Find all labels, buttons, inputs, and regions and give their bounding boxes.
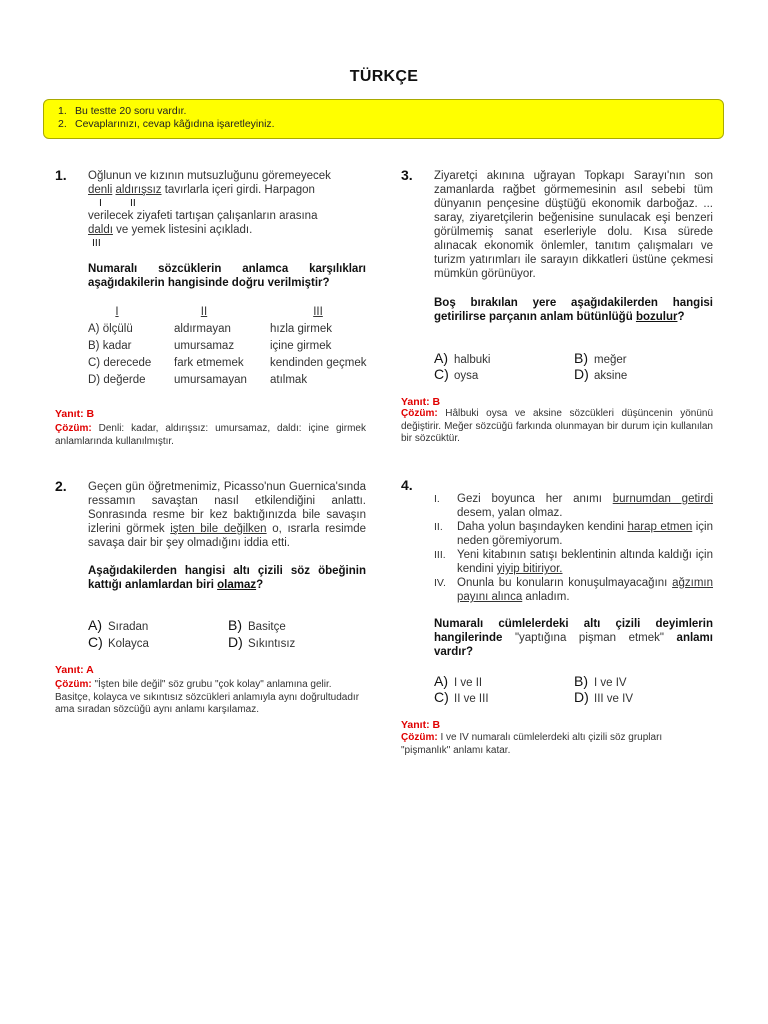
q3-option-d[interactable] [574, 366, 627, 382]
q2-underlined-phrase: işten bile değilken [170, 523, 267, 535]
q1-line3: verilecek ziyafeti tartışan çalışanların arasına [88, 210, 318, 222]
q4-option-a[interactable] [434, 673, 482, 689]
q1-option-row[interactable] [88, 321, 366, 338]
q2-text-part: Geçen gün öğretmenimiz, Picasso'nun Guernica'sında ressamın savaştan nasıl etkilendiğini anlattı. Sonrasında resme bir kez baktığınızda bile savaşın izlerini görmek [88, 481, 366, 535]
q1-cell: C) derecede [88, 357, 152, 369]
q3-text: Ziyaretçi akınına uğrayan Topkapı Sarayı'nın son zamanlarda rağbet görmemesinin asıl sebebi tüm dünyanın pençesine düştüğü ekonomik darboğaz. ... saray, ziyaretçilerin beğenisine sunulacak eşi benzeri görülmemiş sanat eserleriyle dolu. Kısa sürede alınacak ekonomik önlemler, tanıtım çalışmaları ve turizm yatırımları ile sarayın dikkatleri üstüne çekmesi mümkün görünüyor. [434, 170, 713, 280]
question-1 [88, 169, 366, 389]
q1-cell: atılmak [270, 374, 308, 386]
q1-col-header: I [115, 306, 119, 318]
option-letter: C) [88, 634, 103, 650]
q4-item-part: Gezi boyunca her anımı [457, 493, 602, 505]
q2-text [88, 480, 366, 550]
q1-underlined-word-2: aldırışsız [115, 184, 162, 196]
q1-cell: umursamayan [174, 374, 247, 386]
option-text: Kolayca [108, 638, 149, 650]
q1-table-header [88, 304, 366, 321]
option-letter: B) [574, 673, 588, 689]
q2-stem-text: Aşağıdakilerden hangisi altı çizili söz öbeğinin kattığı anlamlardan biri [88, 565, 366, 591]
question-3-number: 3. [401, 167, 413, 183]
q2-stem-underlined: olamaz [217, 579, 257, 591]
option-letter: B) [228, 617, 242, 633]
option-text: oysa [454, 370, 479, 382]
instruction-number: 2. [58, 118, 67, 130]
q2-answer: Yanıt: A [55, 664, 94, 676]
q1-line4 [88, 223, 366, 237]
roman-numeral: IV. [434, 577, 446, 589]
q4-item [434, 576, 713, 604]
option-letter: A) [434, 673, 448, 689]
q3-solution-text: Hâlbuki oysa ve aksine sözcükleri düşüncenin yönünü değiştirir. Meğer sözcüğü farkında olunmayan bir durum için kullanılan bir sözcüktür. [401, 408, 714, 444]
q1-option-row[interactable] [88, 355, 366, 372]
q1-option-row[interactable] [88, 338, 366, 355]
option-letter: B) [574, 350, 588, 366]
q2-solution [55, 679, 366, 717]
q1-cell: D) değerde [88, 374, 146, 386]
q4-solution [401, 732, 713, 757]
q3-option-a[interactable] [434, 350, 490, 366]
q2-option-a[interactable] [88, 617, 148, 633]
q1-cell: kendinden geçmek [270, 357, 367, 369]
question-4 [434, 492, 713, 659]
q4-option-b[interactable] [574, 673, 627, 689]
page-title: TÜRKÇE [349, 68, 419, 85]
q1-cell: aldırmayan [174, 323, 231, 335]
option-text: Sıradan [108, 621, 149, 633]
instruction-item [58, 105, 723, 118]
instructions-box [43, 99, 724, 139]
q1-line2-rest: tavırlarla içeri girdi. Harpagon [164, 184, 315, 196]
q4-idiom: ağzımın payını alınca [457, 577, 713, 603]
q4-item [434, 492, 713, 520]
q4-stem-text: Numaralı cümlelerdeki altı çizili deyimlerin hangilerinde [434, 618, 713, 644]
q1-solution-text: Denli: kadar, aldırışsız: umursamaz, daldı: içine girmek anlamlarında kullanılmıştır. [55, 423, 366, 447]
q4-idiom: yiyip bitiriyor. [496, 563, 563, 575]
instruction-item [58, 118, 723, 131]
q4-option-d[interactable] [574, 689, 633, 705]
q4-item-part: Yeni kitabının satışı beklentinin altında kaldığı için kendini [457, 549, 713, 575]
option-letter: A) [88, 617, 102, 633]
q1-col-header: III [313, 306, 323, 318]
q3-stem-end: ? [677, 311, 685, 323]
q4-item-part: Daha yolun başındayken kendini [457, 521, 624, 533]
q1-underlined-word-3: daldı [88, 224, 113, 236]
q4-answer: Yanıt: B [401, 719, 441, 731]
instruction-text: Cevaplarınızı, cevap kâğıdına işaretleyiniz. [75, 118, 275, 130]
question-2 [88, 480, 366, 592]
q4-stem-quote: "yaptığına pişman etmek" [514, 632, 664, 644]
q1-option-row[interactable] [88, 372, 366, 389]
option-text: I ve II [454, 677, 483, 689]
q1-line4-rest: ve yemek listesini açıkladı. [116, 224, 253, 236]
q2-text-part: o, ısrarla resimde savaşa dair bir şey olmadığını iddia etti. [88, 523, 366, 549]
q1-col-header: II [200, 306, 208, 318]
q1-stem: Numaralı sözcüklerin anlamca karşılıkları aşağıdakilerin hangisinde doğru verilmiştir? [88, 263, 366, 289]
roman-numeral: II. [434, 521, 443, 533]
q3-stem-underlined: bozulur [635, 311, 678, 323]
q4-item-part: anladım. [525, 591, 570, 603]
q4-stem-text: anlamı vardır? [434, 632, 713, 658]
q1-underlined-word-1: denli [88, 184, 113, 196]
q3-answer: Yanıt: B [401, 396, 441, 408]
q4-item-text [457, 576, 713, 604]
q2-stem-end: ? [256, 579, 264, 591]
q2-solution-text: "İşten bile değil" söz grubu "çok kolay" anlamına gelir. Basitçe, kolayca ve sıkıntısız sözcükleri anlamıyla aynı doğrultudadır ama sıradan sözcüğü aynı anlamı karşılamaz. [55, 679, 360, 715]
roman-numeral: I. [434, 493, 440, 505]
q4-item-text [457, 492, 713, 520]
q4-item-part: Onunla bu konuların konuşulmayacağını [457, 577, 668, 589]
q3-option-b[interactable] [574, 350, 627, 366]
option-text: Sıkıntısız [248, 638, 296, 650]
solution-label: Çözüm: [55, 423, 92, 434]
q4-item [434, 520, 713, 548]
q1-table [88, 304, 366, 389]
option-text: III ve IV [594, 693, 633, 705]
solution-label: Çözüm: [401, 408, 438, 419]
q4-idiom: harap etmen [627, 521, 693, 533]
option-text: II ve III [454, 693, 489, 705]
q4-item [434, 548, 713, 576]
q2-stem [88, 564, 366, 592]
roman-I: I [99, 197, 102, 209]
q2-option-c[interactable] [88, 634, 149, 650]
option-letter: C) [434, 366, 449, 382]
q1-cell: fark etmemek [174, 357, 244, 369]
q4-solution-text: I ve IV numaralı cümlelerdeki altı çizili söz grupları "pişmanlık" anlamı katar. [401, 732, 663, 756]
option-text: meğer [594, 354, 627, 366]
q4-option-c[interactable] [434, 689, 489, 705]
q1-answer: Yanıt: B [55, 408, 95, 420]
question-3 [434, 169, 713, 324]
q1-cell: içine girmek [270, 340, 332, 352]
solution-label: Çözüm: [55, 679, 92, 690]
option-text: Basitçe [248, 621, 286, 633]
option-text: I ve IV [594, 677, 627, 689]
q3-stem-text: Boş bırakılan yere aşağıdakilerden hangisi getirilirse parçanın anlam bütünlüğü [434, 297, 713, 323]
q3-option-c[interactable] [434, 366, 478, 382]
question-1-number: 1. [55, 167, 67, 183]
q4-item-text [457, 520, 713, 548]
option-letter: D) [574, 366, 589, 382]
q4-item-part: desem, yalan olmaz. [457, 507, 563, 519]
question-4-number: 4. [401, 477, 413, 493]
q4-stem [434, 617, 713, 659]
question-2-number: 2. [55, 478, 67, 494]
roman-III: III [92, 237, 101, 249]
q1-roman-markers-2 [88, 237, 366, 249]
instruction-number: 1. [58, 105, 67, 117]
q1-roman-markers-1 [88, 197, 366, 209]
q2-option-d[interactable] [228, 634, 295, 650]
roman-II: II [130, 197, 136, 209]
option-text: aksine [594, 370, 628, 382]
option-letter: C) [434, 689, 449, 705]
q1-cell: B) kadar [88, 340, 132, 352]
option-text: halbuki [454, 354, 491, 366]
q3-solution [401, 408, 713, 446]
q1-cell: hızla girmek [270, 323, 332, 335]
option-letter: D) [574, 689, 589, 705]
q3-stem [434, 296, 713, 324]
option-letter: A) [434, 350, 448, 366]
roman-numeral: III. [434, 549, 446, 561]
solution-label: Çözüm: [401, 732, 438, 743]
q1-line2 [88, 183, 366, 197]
q4-item-part: için neden göremiyorum. [457, 521, 713, 547]
q1-solution [55, 423, 366, 448]
q1-line1: Oğlunun ve kızının mutsuzluğunu göremeyecek [88, 170, 331, 182]
instruction-text: Bu testte 20 soru vardır. [75, 105, 187, 117]
q1-cell: umursamaz [174, 340, 235, 352]
q1-cell: A) ölçülü [88, 323, 133, 335]
q4-item-text [457, 548, 713, 576]
q4-idiom: burnumdan getirdi [612, 493, 713, 505]
q2-option-b[interactable] [228, 617, 286, 633]
option-letter: D) [228, 634, 243, 650]
